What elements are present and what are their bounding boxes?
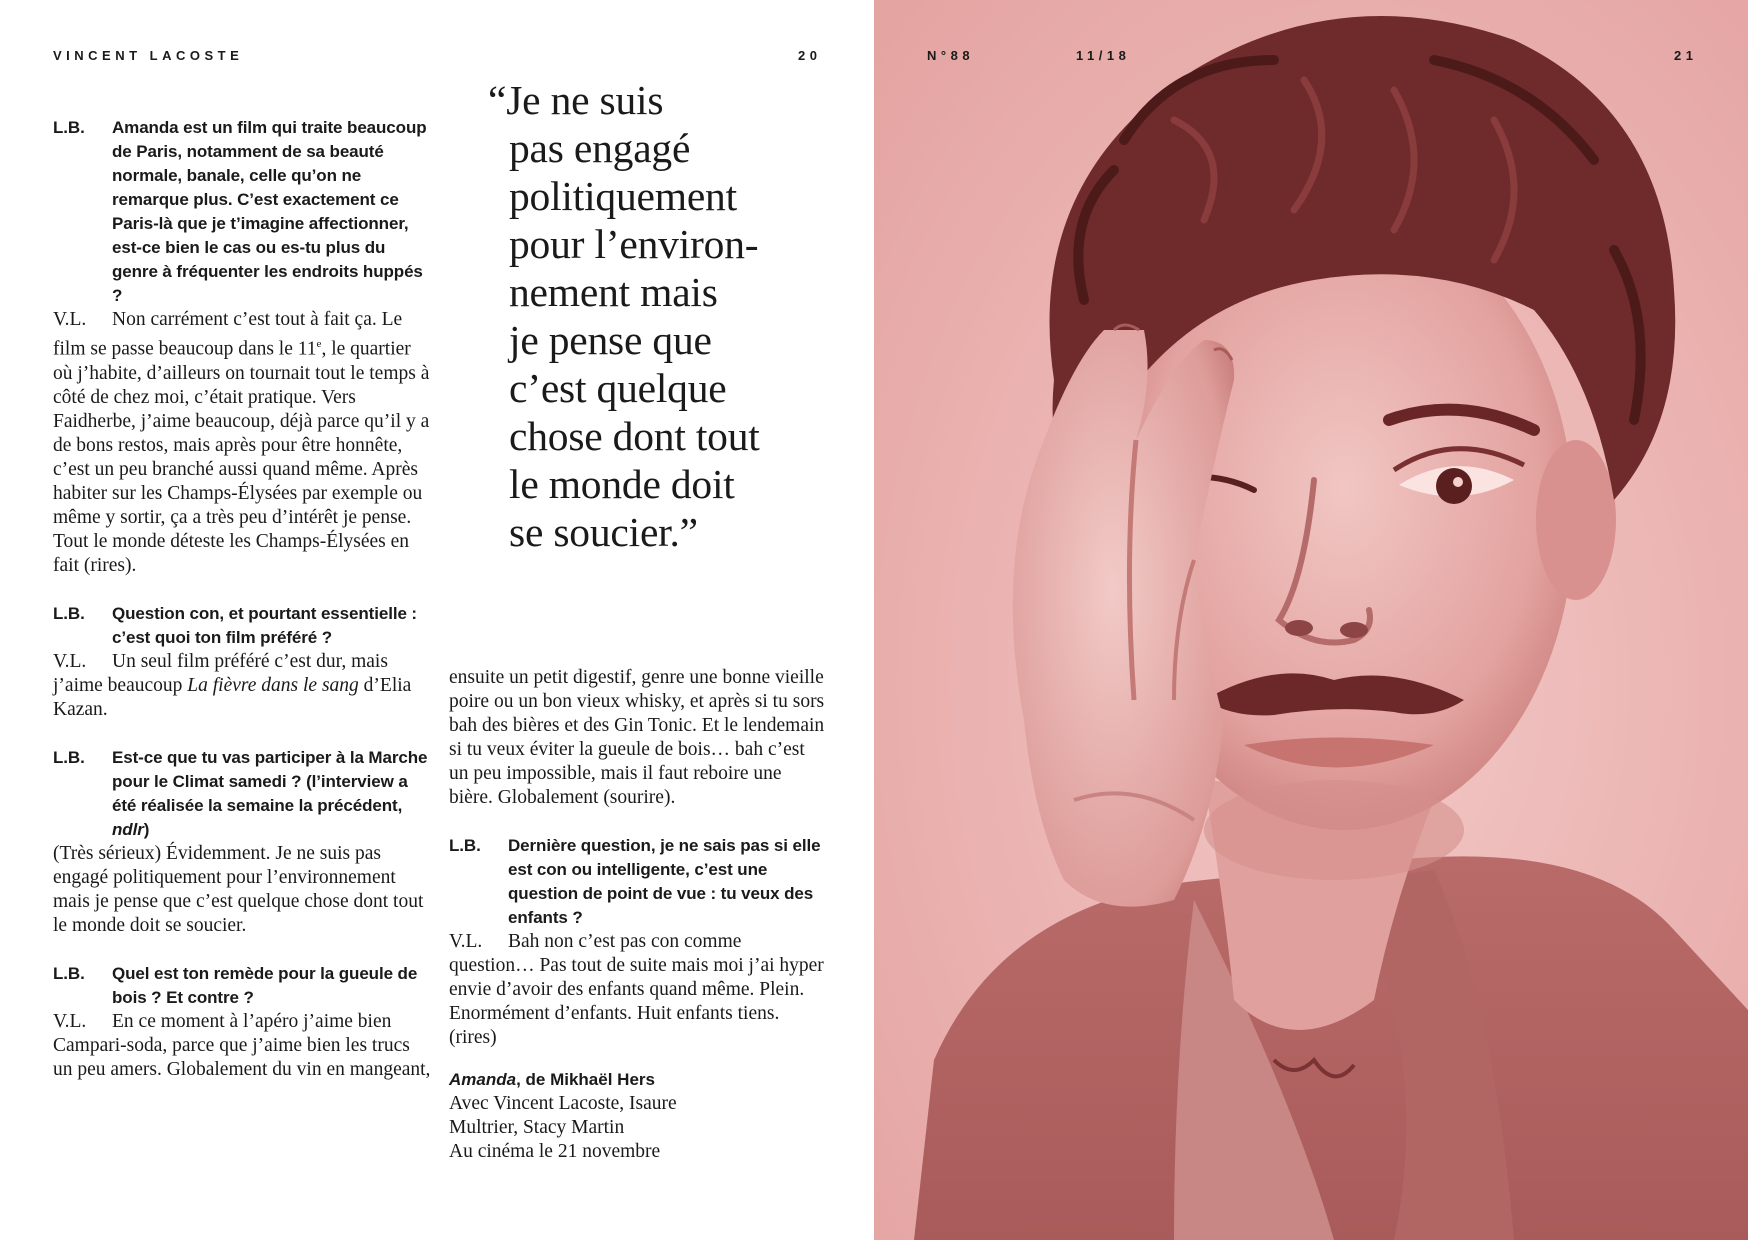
answer (53, 308, 431, 578)
answer-text: Non carrément c’est tout à fait ça. Le film se passe beaucoup dans le 11 (53, 309, 403, 360)
question-text: Amanda est un film qui traite beaucoup de Paris, notamment de sa beauté normale, banale, celle qu’on ne remarque plus. C’est exactement ce Paris-là que je t’imagine affectionner, est-ce bien le cas ou es-tu plus du genre à fréquenter les endroits huppés ? (112, 118, 427, 305)
question-text: Dernière question, je ne sais pas si elle est con ou intelligente, c’est une question de point de vue : tu veux des enfants ? (508, 836, 821, 927)
pull-quote-line: c’est quelque (509, 365, 727, 411)
question-text: Est-ce que tu vas participer à la Marche pour le Climat samedi ? (l’interview a été réalisée la semaine la précédent, (112, 747, 428, 815)
subject-tag: V.L. (53, 1010, 87, 1032)
question-text: Question con, et pourtant essentielle : c’est quoi ton film préféré ? (112, 603, 417, 647)
question-text: Quel est ton remède pour la gueule de bois ? Et contre ? (112, 963, 418, 1007)
answer (53, 842, 431, 938)
film-title: La fièvre dans le sang (187, 674, 359, 696)
issue-number: N°88 (927, 48, 975, 63)
pull-quote-line: chose dont tout (509, 413, 760, 459)
question-em: ndlr (112, 819, 144, 839)
pull-quote-line: je pense que (509, 317, 712, 363)
qa-block-1 (53, 116, 431, 578)
pull-quote-line: pour l’environ- (509, 221, 759, 267)
question (53, 746, 431, 842)
pull-quote-line: se soucier.” (509, 509, 698, 555)
issue-date: 11/18 (1076, 48, 1131, 63)
credits-cast: Avec Vincent Lacoste, Isaure Multrier, Stacy Martin (449, 1093, 677, 1138)
interviewer-tag: L.B. (449, 836, 481, 855)
interviewer-tag: L.B. (53, 603, 85, 623)
question (53, 116, 431, 308)
page-number-right: 21 (1674, 48, 1698, 63)
qa-block-4 (53, 962, 431, 1082)
answer-text-cont: d’Elia Kazan. (53, 674, 412, 720)
question (53, 962, 431, 1010)
superscript: e (316, 338, 322, 350)
answer (53, 650, 431, 722)
interviewer-tag: L.B. (53, 747, 85, 767)
subject-tag: V.L. (449, 931, 483, 952)
subject-tag: V.L. (53, 309, 87, 330)
answer-text: Un seul film préféré c’est dur, mais j’aime beaucoup (53, 650, 388, 696)
pull-quote-line: le monde doit (509, 461, 735, 507)
pull-quote-line: “Je ne suis (488, 77, 664, 123)
film-credits (449, 1068, 829, 1164)
qa-block-3 (53, 746, 431, 938)
qa-block-2 (53, 602, 431, 722)
pull-quote-line: politiquement (509, 173, 737, 219)
running-head-name: VINCENT LACOSTE (53, 48, 244, 63)
pull-quote-line: nement mais (509, 269, 718, 315)
interviewer-tag: L.B. (53, 118, 85, 137)
qa-block-4-cont (449, 666, 829, 810)
pull-quote-line: pas engagé (509, 125, 691, 171)
qa-block-5 (449, 834, 829, 1050)
column-left (53, 116, 431, 1106)
answer-continued: ensuite un petit digestif, genre une bonne vieille poire ou un bon vieux whisky, et après si tu sors bah des bières et des Gin Tonic. Et le lendemain si tu veux éviter la gueule de bois… bah c’est un peu impossible, mais il faut reboire une bière. Globalement (sourire). (449, 667, 825, 808)
pull-quote (488, 76, 848, 556)
answer-text: Bah non c’est pas con comme question… Pas tout de suite mais moi j’ai hyper envie d’avoir des enfants quand même. Plein. Enormément d’enfants. Huit enfants tiens. (rires) (449, 931, 824, 1048)
interviewer-tag: L.B. (53, 963, 85, 983)
answer (449, 930, 829, 1050)
right-page (874, 0, 1748, 1240)
credits-film: Amanda (449, 1070, 517, 1089)
answer (53, 1010, 431, 1082)
question (449, 834, 829, 930)
answer-text: En ce moment à l’apéro j’aime bien Campari-soda, parce que j’aime bien les trucs un peu amers. Globalement du vin en mangeant, (53, 1010, 431, 1080)
subject-tag: V.L. (53, 650, 87, 672)
answer-text: (Très sérieux) Évidemment. Je ne suis pas engagé politiquement pour l’environnement mais je pense que c’est quelque chose dont tout le monde doit se soucier. (53, 842, 424, 936)
credits-director: , de Mikhaël Hers (516, 1070, 655, 1089)
question (53, 602, 431, 650)
credits-release: Au cinéma le 21 novembre (449, 1141, 661, 1162)
portrait-photo (874, 0, 1748, 1240)
question-text-end: ) (143, 819, 150, 839)
column-right (449, 666, 829, 1164)
page-number-left: 20 (798, 48, 822, 63)
credits-title (449, 1068, 829, 1092)
answer-text-cont: , le quartier où j’habite, d’ailleurs on tournait tout le temps à côté de chez moi, c’était pratique. Vers Faidherbe, j’aime beaucoup, déjà parce qu’il y a de bons restos, mais après pour être honnête, c’est un peu branché aussi quand même. Après habiter sur les Champs-Élysées par exemple ou même y sortir, ça a très peu d’intérêt je pense. Tout le monde déteste les Champs-Élysées en fait (rires). (53, 338, 430, 576)
